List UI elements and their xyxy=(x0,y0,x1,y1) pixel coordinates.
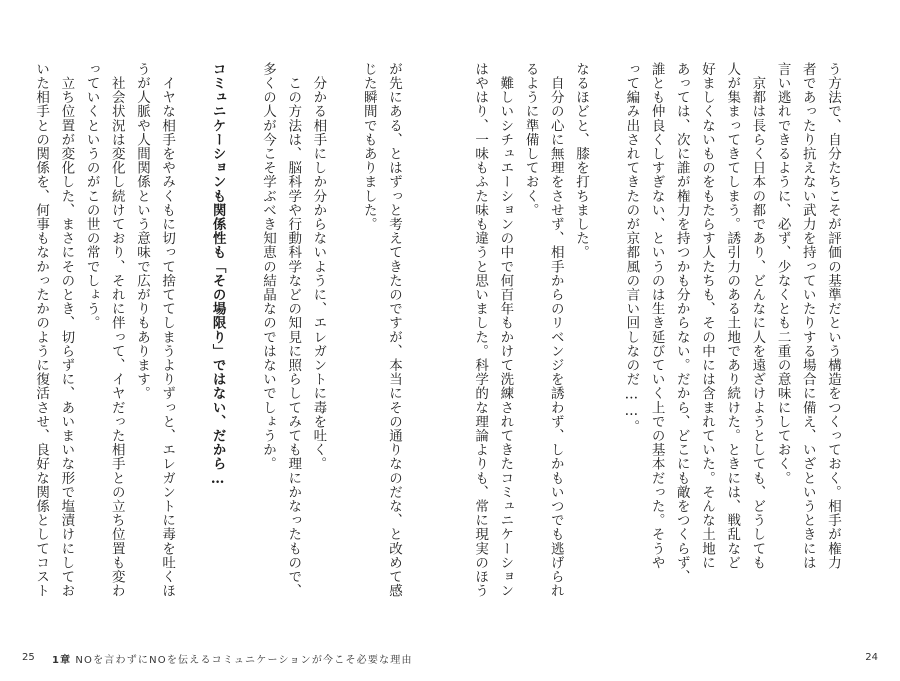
text-column: うが人脈や人間関係という意味で広がりもあります。 xyxy=(133,62,150,401)
chapter-label: 1章 xyxy=(52,655,72,666)
text-column xyxy=(179,62,204,622)
text-column: 分かる相手にしか分からないように、エレガントに毒を吐く。 xyxy=(310,62,327,471)
text-column: あっては、次に誰が権力を持つかも分からない。だから、どこにも敵をつくらず、 xyxy=(673,62,690,584)
text-column: 京都は長らく日本の都であり、どんなに人を遠ざけようとしても、どうしても xyxy=(749,62,766,570)
right-page-body xyxy=(472,62,845,622)
running-head xyxy=(52,651,413,666)
running-title: NOを言わずにNOを伝えるコミュニケーションが今こそ必要な理由 xyxy=(75,655,413,666)
text-column: るように準備しておく。 xyxy=(522,62,539,218)
text-column: 難しいシチュエーションの中で何百年もかけて洗練されてきたコミュニケーション xyxy=(497,62,514,598)
text-column: う方法で、自分たちこそが評価の基準だという構造をつくっておく。相手が権力 xyxy=(825,62,841,570)
text-column: 人が集まってきてしまう。誘引力のある土地であり続けた。ときには、戦乱など xyxy=(724,62,741,570)
text-column: なるほどと、膝を打ちました。 xyxy=(572,62,589,260)
text-column: っていくというのがこの世の常でしょう。 xyxy=(83,62,100,330)
text-column: はやはり、一味もふた味も違うと思いました。科学的な理論よりも、常に現実のほう xyxy=(472,62,489,598)
text-column: って編み出されてきたのが京都風の言い回しなのだ……。 xyxy=(623,62,640,434)
text-column xyxy=(593,62,618,622)
text-column: が先にある、とはずっと考えてきたのですが、本当にその通りなのだな、と改めて感 xyxy=(386,62,402,598)
text-column xyxy=(330,62,355,622)
left-page-body xyxy=(33,62,406,622)
text-column: 好ましくないものをもたらす人たちも、その中には含まれていた。そんな土地に xyxy=(698,62,715,570)
text-column: いた相手との関係を、何事もなかったかのように復活させ、良好な関係としてコスト xyxy=(33,62,50,598)
text-column: 立ち位置が変化した、まさにそのとき、切らずに、あいまいな形で塩漬けにしてお xyxy=(58,62,75,598)
page-number-right: 24 xyxy=(865,652,878,663)
text-column xyxy=(230,62,255,622)
text-column: じた瞬間でもありました。 xyxy=(360,62,377,232)
text-column: 言い逃れできるように、必ず、少なくとも二重の意味にしておく。 xyxy=(774,62,791,485)
text-column: 誰とも仲良くしすぎない、というのは生き延びていく上での基本だった。そうや xyxy=(648,62,665,570)
page-number-left: 25 xyxy=(22,652,35,663)
text-column: 自分の心に無理をさせず、相手からのリベンジを誘わず、しかもいつでも逃げられ xyxy=(547,62,564,598)
text-column: 者であったり抗えない武力を持っていたりする場合に備え、いざというときには xyxy=(799,62,816,570)
text-column: この方法は、脳科学や行動科学などの知見に照らしてみても理にかなったもので、 xyxy=(285,62,302,598)
text-column: 社会状況は変化し続けており、それに伴って、イヤだった相手との立ち位置も変わ xyxy=(108,62,125,598)
section-heading: コミュニケーションも関係性も「その場限り」ではない、だから… xyxy=(209,62,226,488)
text-column: イヤな相手をやみくもに切って捨ててしまうよりずっと、エレガントに毒を吐くほ xyxy=(159,62,176,598)
text-column: 多くの人が今こそ学ぶべき知恵の結晶なのではないでしょうか。 xyxy=(259,62,276,471)
